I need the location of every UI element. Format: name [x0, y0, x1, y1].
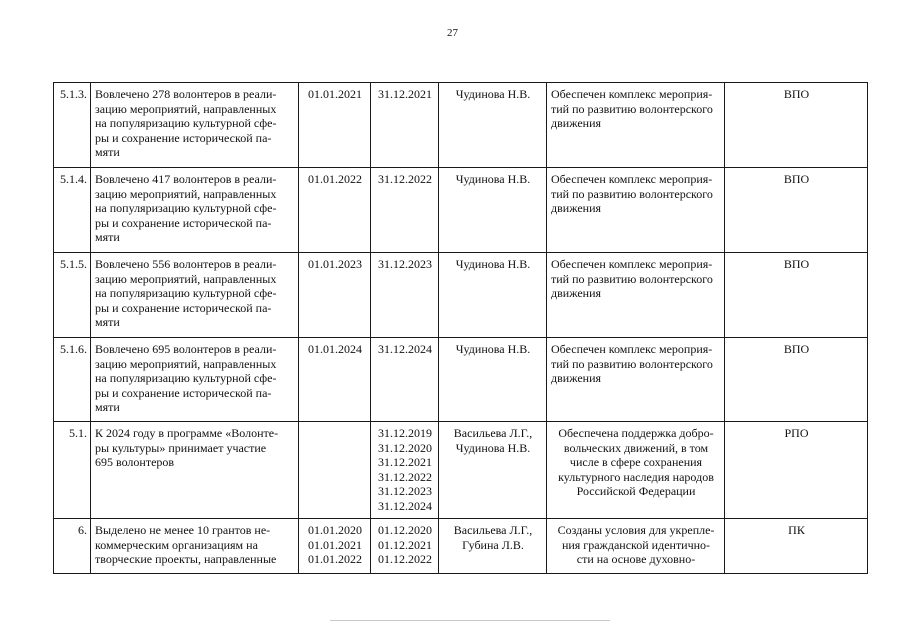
cell-line: ния гражданской идентично-	[561, 537, 711, 552]
cell-text: ВПО	[783, 342, 810, 356]
cell-text: 5.1.	[69, 426, 87, 440]
task-description	[91, 422, 299, 519]
row-number	[54, 422, 91, 519]
cell-line: тий по развитию волонтерского	[551, 356, 713, 371]
row-number	[54, 83, 91, 168]
cell-line: Российской Федерации	[576, 484, 696, 499]
cell-line: 01.01.2023	[308, 257, 362, 271]
expected-result	[547, 519, 725, 574]
document-type	[725, 519, 868, 574]
responsible-person	[439, 168, 547, 253]
cell-line: 31.12.2020	[378, 440, 432, 455]
expected-result	[547, 422, 725, 519]
cell-line: числе в сфере сохранения	[569, 455, 703, 470]
cell-line: 31.12.2019	[378, 426, 432, 440]
expected-result	[547, 253, 725, 338]
cell-line: 31.12.2023	[378, 257, 432, 271]
start-date	[299, 338, 371, 422]
cell-text: ПК	[788, 523, 805, 537]
cell-line: тий по развитию волонтерского	[551, 186, 713, 201]
cell-line: творческие проекты, направленные	[95, 552, 277, 567]
cell-line: 31.12.2021	[378, 87, 432, 101]
cell-line: коммерческим организациям на	[95, 537, 258, 552]
table-row	[54, 168, 868, 253]
cell-line: 01.12.2022	[378, 552, 432, 567]
responsible-person	[439, 253, 547, 338]
table-row	[54, 519, 868, 574]
cell-line: 01.01.2020	[308, 523, 362, 537]
responsible-person	[439, 422, 547, 519]
start-date	[299, 253, 371, 338]
cell-text: ВПО	[783, 172, 810, 186]
responsible-person	[439, 519, 547, 574]
cell-line: 01.12.2021	[378, 537, 432, 552]
cell-line: Чудинова Н.В.	[455, 87, 531, 101]
cell-line: Вовлечено 278 волонтеров в реали-	[95, 87, 277, 101]
cell-line: зацию мероприятий, направленных	[95, 356, 277, 371]
cell-line: Чудинова Н.В.	[455, 172, 531, 186]
cell-line: 01.01.2021	[308, 87, 362, 101]
cell-line: тий по развитию волонтерского	[551, 101, 713, 116]
cell-line: ры и сохранение исторической па-	[95, 130, 272, 145]
cell-line: мяти	[95, 400, 120, 415]
cell-text: ВПО	[783, 87, 810, 101]
cell-text: ВПО	[783, 257, 810, 271]
cell-line: на популяризацию культурной сфе-	[95, 286, 277, 301]
cell-line: 31.12.2023	[378, 484, 432, 499]
cell-line: Выделено не менее 10 грантов не-	[95, 523, 271, 537]
cell-line: Вовлечено 556 волонтеров в реали-	[95, 257, 277, 271]
end-date	[371, 168, 439, 253]
table-row	[54, 338, 868, 422]
task-description	[91, 168, 299, 253]
cell-line: движения	[551, 286, 602, 301]
cell-line: 31.12.2021	[378, 455, 432, 470]
cell-line: зацию мероприятий, направленных	[95, 271, 277, 286]
cell-line: 01.12.2020	[378, 523, 432, 537]
cell-line: зацию мероприятий, направленных	[95, 186, 277, 201]
cell-line: Чудинова Н.В.	[455, 257, 531, 271]
cell-line: мяти	[95, 145, 120, 160]
row-number	[54, 338, 91, 422]
cell-line: Вовлечено 417 волонтеров в реали-	[95, 172, 277, 186]
cell-text: 5.1.3.	[60, 87, 87, 101]
cell-line: Обеспечена поддержка добро-	[558, 426, 714, 440]
document-type	[725, 253, 868, 338]
start-date	[299, 83, 371, 168]
cell-line: тий по развитию волонтерского	[551, 271, 713, 286]
cell-text: 5.1.5.	[60, 257, 87, 271]
start-date	[299, 422, 371, 519]
table-row	[54, 422, 868, 519]
end-date	[371, 253, 439, 338]
cell-line: 31.12.2022	[378, 172, 432, 186]
end-date	[371, 519, 439, 574]
cell-line: ры и сохранение исторической па-	[95, 300, 272, 315]
cell-line: 31.12.2024	[378, 498, 432, 513]
cell-text: 5.1.4.	[60, 172, 87, 186]
cell-line: на популяризацию культурной сфе-	[95, 116, 277, 131]
cell-line: 31.12.2022	[378, 469, 432, 484]
end-date	[371, 422, 439, 519]
task-description	[91, 83, 299, 168]
document-type	[725, 168, 868, 253]
cell-line: Обеспечен комплекс мероприя-	[551, 172, 713, 186]
end-date	[371, 338, 439, 422]
cell-line: движения	[551, 116, 602, 131]
cell-line: Обеспечен комплекс мероприя-	[551, 257, 713, 271]
cell-line: 31.12.2024	[378, 342, 432, 356]
cell-line: Обеспечен комплекс мероприя-	[551, 342, 713, 356]
cell-line: ры и сохранение исторической па-	[95, 215, 272, 230]
cell-line: 695 волонтеров	[95, 455, 175, 470]
task-description	[91, 338, 299, 422]
row-number	[54, 253, 91, 338]
cell-line: ры и сохранение исторической па-	[95, 385, 272, 400]
cell-line: Созданы условия для укрепле-	[557, 523, 715, 537]
cell-line: движения	[551, 201, 602, 216]
table-row	[54, 253, 868, 338]
cell-line: Васильева Л.Г.,	[453, 426, 533, 440]
cell-line: Чудинова Н.В.	[455, 440, 531, 455]
responsible-person	[439, 83, 547, 168]
expected-result	[547, 338, 725, 422]
row-number	[54, 168, 91, 253]
cell-line: Чудинова Н.В.	[455, 342, 531, 356]
start-date	[299, 168, 371, 253]
document-type	[725, 83, 868, 168]
cell-text: 5.1.6.	[60, 342, 87, 356]
expected-result	[547, 168, 725, 253]
cell-line: культурного наследия народов	[558, 469, 714, 484]
cell-line: 01.01.2024	[308, 342, 362, 356]
cell-line: вольческих движений, в том	[563, 440, 709, 455]
cell-line: 01.01.2022	[308, 172, 362, 186]
cell-line: ры культуры» принимает участие	[95, 440, 267, 455]
cell-line: Васильева Л.Г.,	[453, 523, 533, 537]
plan-table	[53, 82, 868, 574]
scan-artifact-line	[330, 620, 610, 621]
cell-line: мяти	[95, 315, 120, 330]
cell-text: 6.	[78, 523, 87, 537]
expected-result	[547, 83, 725, 168]
cell-line: сти на основе духовно-	[576, 552, 696, 567]
cell-line: К 2024 году в программе «Волонте-	[95, 426, 279, 440]
cell-line: Обеспечен комплекс мероприя-	[551, 87, 713, 101]
cell-line: движения	[551, 371, 602, 386]
page-number: 27	[447, 27, 458, 39]
cell-line: 01.01.2022	[308, 552, 362, 567]
cell-line: на популяризацию культурной сфе-	[95, 371, 277, 386]
table-row	[54, 83, 868, 168]
cell-line: на популяризацию культурной сфе-	[95, 201, 277, 216]
document-type	[725, 338, 868, 422]
responsible-person	[439, 338, 547, 422]
cell-text: РПО	[784, 426, 809, 440]
cell-line: Вовлечено 695 волонтеров в реали-	[95, 342, 277, 356]
cell-line: мяти	[95, 230, 120, 245]
cell-line: зацию мероприятий, направленных	[95, 101, 277, 116]
cell-line: 01.01.2021	[308, 537, 362, 552]
end-date	[371, 83, 439, 168]
start-date	[299, 519, 371, 574]
task-description	[91, 253, 299, 338]
plan-table-body	[54, 83, 868, 574]
document-type	[725, 422, 868, 519]
row-number	[54, 519, 91, 574]
cell-line: Губина Л.В.	[462, 537, 524, 552]
task-description	[91, 519, 299, 574]
